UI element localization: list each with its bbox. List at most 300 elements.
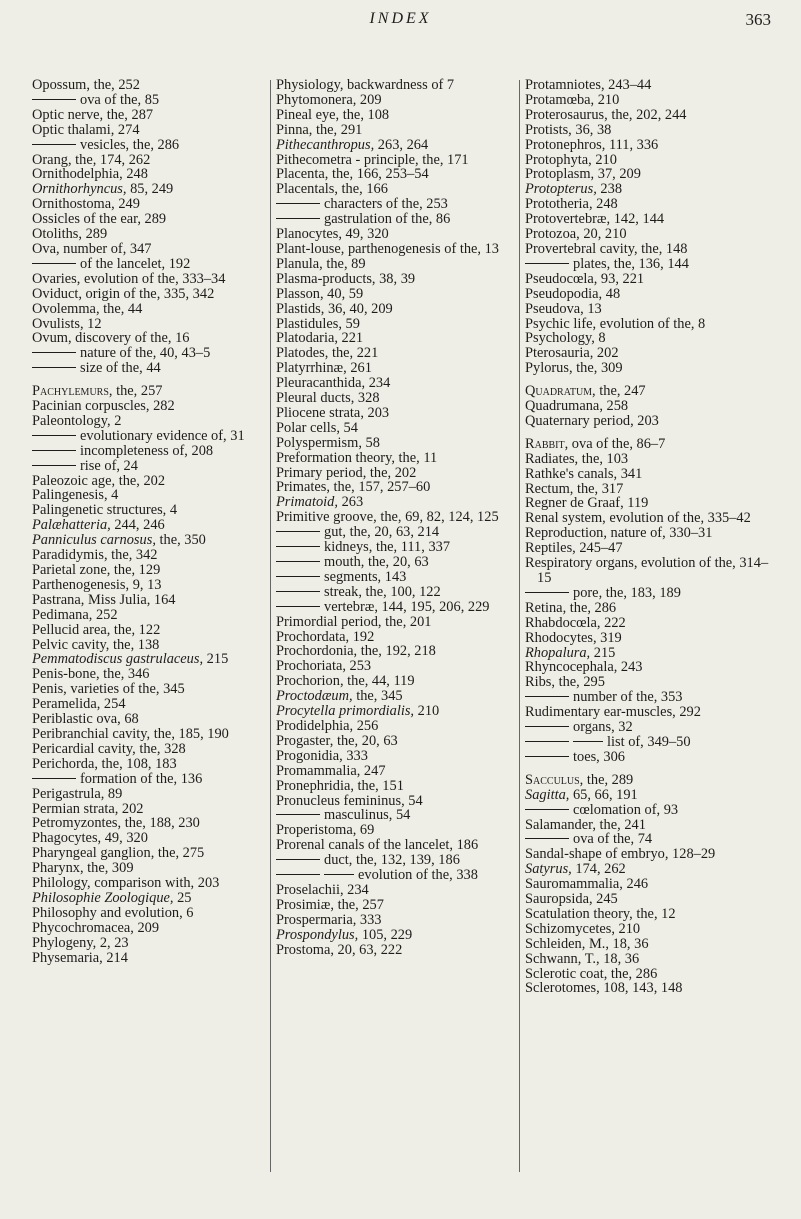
- entry-text: Proselachii, 234: [276, 881, 369, 898]
- index-entry: [32, 608, 268, 623]
- index-entry: [32, 302, 268, 317]
- entry-text: Plastidules, 59: [276, 315, 360, 332]
- entry-text: Protamœba, 210: [525, 91, 620, 108]
- entry-text: Schwann, T., 18, 36: [525, 950, 640, 967]
- ditto-dash: [32, 450, 76, 451]
- entry-text: duct, the, 132, 139, 186: [324, 852, 460, 869]
- index-entry: [276, 257, 516, 272]
- entry-text: Phytomonera, 209: [276, 91, 382, 108]
- index-entry: [525, 108, 775, 123]
- index-entry: [276, 943, 516, 958]
- index-entry: [32, 921, 268, 936]
- index-entry: [525, 631, 775, 646]
- index-entry: [525, 803, 775, 818]
- entry-text: Quaternary period, 203: [525, 412, 659, 429]
- entry-text: Pithecometra - principle, the, 171: [276, 151, 469, 168]
- index-entry: [525, 452, 775, 467]
- entry-text: Pronephridia, the, 151: [276, 777, 404, 794]
- entry-text: Rathke's canals, 341: [525, 465, 643, 482]
- column-rule-1: [270, 80, 271, 1172]
- index-entry: [276, 153, 516, 168]
- entry-text: Pliocene strata, 203: [276, 404, 390, 421]
- entry-text: Plasma-products, 38, 39: [276, 270, 416, 287]
- index-entry: [525, 616, 775, 631]
- index-entry: [32, 317, 268, 332]
- index-entry: [276, 659, 516, 674]
- index-entry: [32, 78, 268, 93]
- ditto-dash: [276, 814, 320, 815]
- ditto-dash: [525, 809, 569, 810]
- ditto-dash: [525, 592, 569, 593]
- index-entry: [276, 182, 516, 197]
- index-entry: [525, 646, 775, 661]
- index-entry: [525, 414, 775, 429]
- index-entry: [32, 518, 268, 533]
- entry-text: Pronucleus femininus, 54: [276, 792, 423, 809]
- entry-text: Ovaries, evolution of the, 333–34: [32, 270, 226, 287]
- entry-text: Protoplasm, 37, 209: [525, 166, 641, 183]
- entry-text: Protovertebræ, 142, 144: [525, 211, 665, 228]
- index-entry: [276, 376, 516, 391]
- running-title: INDEX: [369, 10, 432, 27]
- index-entry: [32, 123, 268, 138]
- entry-italic-term: Proctodæum,: [276, 688, 353, 705]
- index-entry: [32, 212, 268, 227]
- entry-text: Peribranchial cavity, the, 185, 190: [32, 725, 229, 742]
- index-entry: [276, 749, 516, 764]
- index-entry: [276, 93, 516, 108]
- entry-text: Preformation theory, the, 11: [276, 449, 438, 466]
- index-entry: [525, 346, 775, 361]
- entry-text: gut, the, 20, 63, 214: [324, 524, 440, 541]
- entry-text: Ovolemma, the, 44: [32, 300, 143, 317]
- entry-text: Prototheria, 248: [525, 196, 618, 213]
- entry-text: nature of the, 40, 43–5: [80, 345, 211, 362]
- index-entry: [525, 750, 775, 765]
- entry-text: cœlomation of, 93: [573, 801, 679, 818]
- index-entry: [276, 794, 516, 809]
- index-entry: [32, 816, 268, 831]
- entry-text: Psychic life, evolution of the, 8: [525, 315, 706, 332]
- entry-text: Pericardial cavity, the, 328: [32, 740, 186, 757]
- column-rule-2: [519, 80, 520, 1172]
- ditto-dash: [276, 561, 320, 562]
- entry-text: Pharyngeal ganglion, the, 275: [32, 845, 205, 862]
- entry-text: Oviduct, origin of the, 335, 342: [32, 285, 215, 302]
- index-entry: [276, 600, 516, 615]
- index-entry: [525, 467, 775, 482]
- index-entry: [32, 846, 268, 861]
- entry-italic-term: Philosophie Zoologique,: [32, 889, 174, 906]
- entry-text: Reproduction, nature of, 330–31: [525, 525, 713, 542]
- entry-text: Phagocytes, 49, 320: [32, 830, 148, 847]
- entry-text: Protozoa, 20, 210: [525, 226, 627, 243]
- index-entry: [525, 227, 775, 242]
- index-entry: [525, 705, 775, 720]
- entry-text: Ossicles of the ear, 289: [32, 211, 167, 228]
- index-entry: [525, 832, 775, 847]
- entry-text: Protonephros, 111, 336: [525, 136, 659, 153]
- entry-text: Progaster, the, 20, 63: [276, 732, 398, 749]
- index-entry: [525, 437, 775, 452]
- entry-text: Placenta, the, 166, 253–54: [276, 166, 429, 183]
- entry-italic-term: Pemmatodiscus gastrulaceus,: [32, 651, 204, 668]
- index-entry: [525, 556, 775, 586]
- index-entry: [276, 421, 516, 436]
- entry-text: ova of the, 85: [80, 91, 160, 108]
- entry-text: 105, 229: [358, 926, 413, 943]
- entry-italic-term: Satyrus,: [525, 861, 572, 878]
- index-entry: [525, 496, 775, 511]
- entry-text: ova of the, 86–7: [568, 435, 666, 452]
- entry-text: Retina, the, 286: [525, 599, 617, 616]
- entry-text: Prodidelphia, 256: [276, 717, 379, 734]
- ditto-dash: [276, 218, 320, 219]
- index-entry: [525, 847, 775, 862]
- entry-text: Sandal-shape of embryo, 128–29: [525, 846, 716, 863]
- index-entry: [276, 838, 516, 853]
- index-entry: [32, 876, 268, 891]
- entry-text: Prochordata, 192: [276, 628, 375, 645]
- ditto-dash: [276, 606, 320, 607]
- entry-text: Prochordonia, the, 192, 218: [276, 643, 436, 660]
- index-entry: [276, 883, 516, 898]
- entry-text: Penis-bone, the, 346: [32, 666, 150, 683]
- entry-text: Pleuracanthida, 234: [276, 375, 391, 392]
- index-entry: [276, 898, 516, 913]
- ditto-dash: [32, 465, 76, 466]
- entry-text: Palingenetic structures, 4: [32, 502, 178, 519]
- ditto-dash: [32, 435, 76, 436]
- entry-text: Rudimentary ear-muscles, 292: [525, 704, 701, 721]
- index-entry: [276, 913, 516, 928]
- index-entry: [276, 361, 516, 376]
- entry-text: Platodaria, 221: [276, 330, 364, 347]
- ditto-dash: [32, 367, 76, 368]
- ditto-dash: [276, 591, 320, 592]
- index-entry: [525, 197, 775, 212]
- ditto-dash: [276, 576, 320, 577]
- index-entry: [276, 406, 516, 421]
- entry-text: 215: [590, 644, 616, 661]
- entry-headword: Pachylemurs,: [32, 383, 113, 400]
- entry-text: Periblastic ova, 68: [32, 711, 139, 728]
- ditto-dash: [32, 778, 76, 779]
- index-entry: [32, 197, 268, 212]
- entry-text: Optic thalami, 274: [32, 121, 140, 138]
- entry-text: 65, 66, 191: [569, 786, 638, 803]
- entry-text: Primitive groove, the, 69, 82, 124, 125: [276, 509, 499, 526]
- ditto-dash: [573, 741, 603, 742]
- entry-text: Quadrumana, 258: [525, 398, 629, 415]
- ditto-dash: [525, 756, 569, 757]
- index-entry: [276, 436, 516, 451]
- entry-text: Sclerotic coat, the, 286: [525, 965, 658, 982]
- index-entry: [276, 808, 516, 823]
- entry-text: Peramelida, 254: [32, 696, 126, 713]
- index-entry: [525, 287, 775, 302]
- entry-text: Rhyncocephala, 243: [525, 659, 643, 676]
- index-entry: [276, 823, 516, 838]
- index-entry: [32, 108, 268, 123]
- entry-text: segments, 143: [324, 568, 407, 585]
- entry-text: Pseudocœla, 93, 221: [525, 270, 645, 287]
- ditto-dash: [32, 263, 76, 264]
- index-entry: [32, 563, 268, 578]
- ditto-dash: [324, 874, 354, 875]
- entry-text: Primates, the, 157, 257–60: [276, 479, 431, 496]
- index-entry: [276, 331, 516, 346]
- ditto-dash: [32, 352, 76, 353]
- entry-text: 244, 246: [110, 517, 165, 534]
- entry-text: Pseudopodia, 48: [525, 285, 621, 302]
- entry-text: Protists, 36, 38: [525, 121, 612, 138]
- entry-headword: Sacculus,: [525, 771, 584, 788]
- index-entry: [32, 578, 268, 593]
- index-entry: [525, 482, 775, 497]
- entry-italic-term: Procytella primordialis,: [276, 703, 415, 720]
- entry-text: Sauropsida, 245: [525, 891, 618, 908]
- index-entry: [276, 391, 516, 406]
- index-entry: [276, 495, 516, 510]
- index-entry: [525, 788, 775, 803]
- index-entry: [32, 346, 268, 361]
- index-entry: [32, 399, 268, 414]
- entry-text: Pylorus, the, 309: [525, 360, 623, 377]
- entry-italic-term: Prospondylus,: [276, 926, 359, 943]
- entry-text: Pellucid area, the, 122: [32, 621, 161, 638]
- entry-text: Paleozoic age, the, 202: [32, 472, 166, 489]
- index-entry: [525, 182, 775, 197]
- entry-text: Primary period, the, 202: [276, 464, 417, 481]
- entry-text: Salamander, the, 241: [525, 816, 646, 833]
- index-entry: [32, 242, 268, 257]
- entry-text: Prochoriata, 253: [276, 658, 372, 675]
- entry-text: Planocytes, 49, 320: [276, 226, 389, 243]
- entry-text: of the lancelet, 192: [80, 255, 191, 272]
- index-entry: [525, 257, 775, 272]
- index-entry: [32, 951, 268, 966]
- entry-text: Prosimiæ, the, 257: [276, 896, 384, 913]
- ditto-dash: [276, 531, 320, 532]
- entry-text: Plasson, 40, 59: [276, 285, 364, 302]
- index-entry: [32, 906, 268, 921]
- entry-text: Sclerotomes, 108, 143, 148: [525, 980, 683, 997]
- entry-text: Pineal eye, the, 108: [276, 106, 390, 123]
- index-entry: [525, 167, 775, 182]
- index-entry: [276, 853, 516, 868]
- entry-text: kidneys, the, 111, 337: [324, 539, 451, 556]
- index-entry: [32, 167, 268, 182]
- entry-text: Physemaria, 214: [32, 949, 128, 966]
- index-entry: [276, 734, 516, 749]
- index-entry: [276, 466, 516, 481]
- index-entry: [525, 690, 775, 705]
- index-entry: [525, 981, 775, 996]
- entry-text: Promammalia, 247: [276, 762, 386, 779]
- entry-text: Orang, the, 174, 262: [32, 151, 151, 168]
- entry-text: masculinus, 54: [324, 807, 411, 824]
- entry-headword: Quadratum,: [525, 383, 596, 400]
- ditto-dash: [525, 263, 569, 264]
- entry-text: Pelvic cavity, the, 138: [32, 636, 160, 653]
- index-entry: [32, 272, 268, 287]
- index-entry: [525, 317, 775, 332]
- index-entry: [525, 877, 775, 892]
- index-entry: [525, 212, 775, 227]
- entry-text: Otoliths, 289: [32, 226, 108, 243]
- index-entry: [525, 78, 775, 93]
- index-entry: [525, 541, 775, 556]
- entry-text: Phycochromacea, 209: [32, 919, 160, 936]
- entry-text: Polyspermism, 58: [276, 434, 380, 451]
- entry-text: list of, 349–50: [607, 733, 691, 750]
- index-entry: [525, 384, 775, 399]
- index-entry: [32, 891, 268, 906]
- entry-text: Ornithodelphia, 248: [32, 166, 148, 183]
- entry-text: Platodes, the, 221: [276, 345, 379, 362]
- entry-text: Provertebral cavity, the, 148: [525, 240, 688, 257]
- index-entry: [32, 459, 268, 474]
- index-entry: [32, 361, 268, 376]
- entry-text: 25: [173, 889, 192, 906]
- index-entry: [525, 862, 775, 877]
- index-entry: [276, 704, 516, 719]
- ditto-dash: [32, 99, 76, 100]
- index-entry: [276, 719, 516, 734]
- index-entry: [32, 331, 268, 346]
- entry-text: Reptiles, 245–47: [525, 540, 623, 557]
- entry-text: 215: [203, 651, 229, 668]
- index-entry: [32, 533, 268, 548]
- index-entry: [525, 907, 775, 922]
- index-entry: [32, 831, 268, 846]
- ditto-dash: [525, 838, 569, 839]
- entry-text: Ova, number of, 347: [32, 240, 152, 257]
- entry-text: Proterosaurus, the, 202, 244: [525, 106, 687, 123]
- index-entry: [525, 138, 775, 153]
- entry-text: Petromyzontes, the, 188, 230: [32, 815, 200, 832]
- entry-text: Philosophy and evolution, 6: [32, 904, 194, 921]
- entry-text: incompleteness of, 208: [80, 442, 214, 459]
- entry-text: Paleontology, 2: [32, 412, 122, 429]
- index-entry: [525, 735, 775, 750]
- index-entry: [525, 937, 775, 952]
- index-entry: [525, 892, 775, 907]
- index-entry: [32, 444, 268, 459]
- entry-text: Properistoma, 69: [276, 822, 375, 839]
- entry-text: Polar cells, 54: [276, 419, 358, 436]
- entry-text: Pedimana, 252: [32, 606, 118, 623]
- entry-italic-term: Sagitta,: [525, 786, 570, 803]
- entry-text: Prostoma, 20, 63, 222: [276, 941, 403, 958]
- index-entry: [32, 93, 268, 108]
- index-entry: [276, 480, 516, 495]
- index-entry: [276, 346, 516, 361]
- index-entry: [276, 570, 516, 585]
- entry-text: 210: [414, 703, 440, 720]
- index-column-1: [32, 78, 268, 965]
- index-entry: [525, 331, 775, 346]
- ditto-dash: [525, 741, 569, 742]
- entry-text: Respiratory organs, evolution of the, 314–15: [525, 555, 769, 586]
- entry-text: 174, 262: [571, 861, 626, 878]
- index-entry: [525, 660, 775, 675]
- index-entry: [32, 138, 268, 153]
- entry-text: Placentals, the, 166: [276, 181, 388, 198]
- entry-text: Schizomycetes, 210: [525, 920, 641, 937]
- index-entry: [276, 585, 516, 600]
- index-entry: [276, 540, 516, 555]
- index-entry: [32, 384, 268, 399]
- entry-text: Radiates, the, 103: [525, 450, 629, 467]
- entry-text: Pleural ducts, 328: [276, 390, 380, 407]
- entry-text: Pastrana, Miss Julia, 164: [32, 591, 176, 608]
- index-entry: [32, 488, 268, 503]
- index-entry: [276, 108, 516, 123]
- index-entry: [276, 510, 516, 525]
- index-entry: [276, 555, 516, 570]
- index-entry: [276, 525, 516, 540]
- index-entry: [276, 317, 516, 332]
- index-entry: [525, 952, 775, 967]
- entry-text: 263, 264: [374, 136, 429, 153]
- index-entry: [32, 593, 268, 608]
- index-entry: [32, 772, 268, 787]
- entry-text: streak, the, 100, 122: [324, 583, 441, 600]
- index-entry: [525, 272, 775, 287]
- index-entry: [525, 399, 775, 414]
- index-entry: [276, 78, 516, 93]
- index-entry: [525, 720, 775, 735]
- index-entry: [276, 272, 516, 287]
- index-entry: [276, 138, 516, 153]
- entry-text: 238: [596, 181, 623, 198]
- entry-text: the, 345: [352, 688, 403, 705]
- entry-text: Prochorion, the, 44, 119: [276, 673, 415, 690]
- index-entry: [525, 773, 775, 788]
- ditto-dash: [32, 144, 76, 145]
- ditto-dash: [525, 696, 569, 697]
- entry-text: 263: [337, 494, 364, 511]
- index-entry: [276, 674, 516, 689]
- entry-text: Opossum, the, 252: [32, 77, 140, 93]
- entry-text: Pharynx, the, 309: [32, 860, 134, 877]
- entry-text: Protamniotes, 243–44: [525, 77, 652, 93]
- index-entry: [32, 429, 268, 444]
- index-entry: [32, 414, 268, 429]
- page-number: 363: [745, 10, 771, 29]
- entry-text: Ribs, the, 295: [525, 674, 605, 691]
- entry-italic-term: Primatoid,: [276, 494, 338, 511]
- index-entry: [525, 242, 775, 257]
- index-entry: [32, 802, 268, 817]
- entry-text: Parthenogenesis, 9, 13: [32, 576, 162, 593]
- entry-text: Plastids, 36, 40, 209: [276, 300, 393, 317]
- index-entry: [276, 615, 516, 630]
- entry-text: Progonidia, 333: [276, 747, 368, 764]
- entry-text: size of the, 44: [80, 360, 161, 377]
- index-entry: [32, 727, 268, 742]
- index-entry: [32, 697, 268, 712]
- entry-text: Perichorda, the, 108, 183: [32, 755, 177, 772]
- index-entry: [32, 182, 268, 197]
- index-entry: [525, 123, 775, 138]
- index-entry: [276, 928, 516, 943]
- index-entry: [276, 644, 516, 659]
- index-entry: [32, 227, 268, 242]
- entry-text: Prospermaria, 333: [276, 911, 382, 928]
